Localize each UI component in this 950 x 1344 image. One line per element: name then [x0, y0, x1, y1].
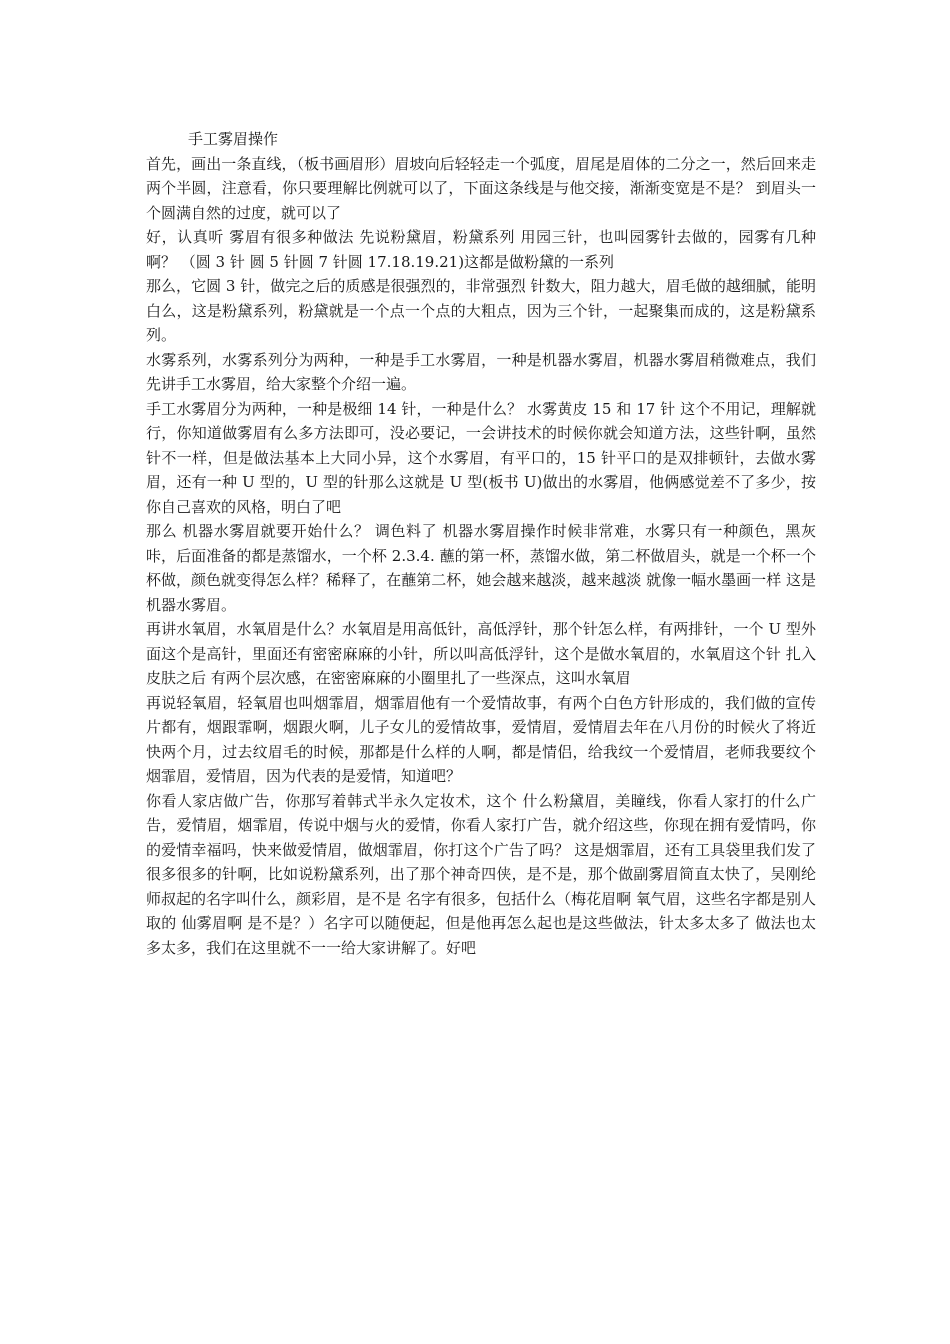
paragraph-fendai-overview: 好，认真听 雾眉有很多种做法 先说粉黛眉，粉黛系列 用园三针，也叫园雾针去做的，园雾有几种啊？ （圆 3 针 圆 5 针圆 7 针圆 17.18.19.21)这都是做粉黛的一系列: [146, 228, 816, 271]
paragraph-machine-shuiwu: 那么 机器水雾眉就要开始什么？ 调色料了 机器水雾眉操作时候非常难，水雾只有一种颜色，黑灰咔，后面准备的都是蒸馏水，一个杯 2.3.4. 蘸的第一杯，蒸馏水做，第二杯做眉头，就是一个杯一个杯做，颜色就变得怎么样？稀释了，在蘸第二杯，她会越来越淡，越来越淡 就像一幅水墨画一样 这是机器水雾眉。: [146, 522, 816, 614]
paragraph-shuiwu-series: 水雾系列，水雾系列分为两种，一种是手工水雾眉，一种是机器水雾眉，机器水雾眉稍微难点，我们先讲手工水雾眉，给大家整个介绍一遍。: [146, 350, 816, 393]
paragraph-shuiyang: 再讲水氧眉，水氧眉是什么？水氧眉是用高低针，高低浮针，那个针怎么样，有两排针，一个 U 型外面这个是高针，里面还有密密麻麻的小针，所以叫高低浮针，这个是做水氧眉的，水氧眉这个针 扎入皮肤之后 有两个层次感，在密密麻麻的小圈里扎了一些深点，这叫水氧眉: [146, 620, 816, 687]
paragraph-qingyang-yanfei: 再说轻氧眉，轻氧眉也叫烟霏眉，烟霏眉他有一个爱情故事，有两个白色方针形成的，我们做的宣传片都有，烟跟霏啊，烟跟火啊，儿子女儿的爱情故事，爱情眉，爱情眉去年在八月份的时候火了将近快两个月，过去纹眉毛的时候，那都是什么样的人啊，都是情侣，给我纹一个爱情眉，老师我要纹个烟霏眉，爱情眉，因为代表的是爱情，知道吧？: [146, 693, 816, 785]
document-body: [146, 127, 816, 960]
paragraph-manual-shuiwu: 手工水雾眉分为两种，一种是极细 14 针，一种是什么？ 水雾黄皮 15 和 17 针 这个不用记，理解就行，你知道做雾眉有么多方法即可，没必要记，一会讲技术的时候你就会知道方法，这些针啊，虽然针不一样，但是做法基本上大同小异，这个水雾眉，有平口的，15 针平口的是双排顿针，去做水雾眉，还有一种 U 型的，U 型的针那么这就是 U 型(板书 U)做出的水雾眉，他俩感觉差不了多少，按你自己喜欢的风格，明白了吧: [146, 399, 816, 516]
paragraph-intro-brow-shape: 首先，画出一条直线，（板书画眉形）眉坡向后轻轻走一个弧度，眉尾是眉体的二分之一，然后回来走两个半圆，注意看，你只要理解比例就可以了，下面这条线是与他交接，渐渐变宽是不是？ 到眉头一个圆满自然的过度，就可以了: [146, 154, 816, 222]
document-title: 手工雾眉操作: [188, 130, 279, 148]
paragraph-advertising: 你看人家店做广告，你那写着韩式半永久定妆术，这个 什么粉黛眉，美瞳线，你看人家打的什么广告，爱情眉，烟霏眉，传说中烟与火的爱情，你看人家打广告，就介绍这些，你现在拥有爱情吗，你的爱情幸福吗，快来做爱情眉，做烟霏眉，你打这个广告了吗？ 这是烟霏眉，还有工具袋里我们发了很多很多的针啊，比如说粉黛系列，出了那个神奇四侠，是不是，那个做副雾眉简直太快了，吴刚纶师叔起的名字叫什么，颜彩眉，是不是 名字有很多，包括什么（梅花眉啊 氧气眉，这些名字都是别人取的 仙雾眉啊 是不是？）名字可以随便起，但是他再怎么起也是这些做法，针太多太多了 做法也太多太多，我们在这里就不一一给大家讲解了。好吧: [146, 791, 816, 957]
paragraph-fendai-details: 那么，它圆 3 针，做完之后的质感是很强烈的，非常强烈 针数大，阻力越大，眉毛做的越细腻，能明白么，这是粉黛系列，粉黛就是一个点一个点的大粗点，因为三个针，一起聚集而成的，这是粉黛系列。: [146, 277, 816, 344]
